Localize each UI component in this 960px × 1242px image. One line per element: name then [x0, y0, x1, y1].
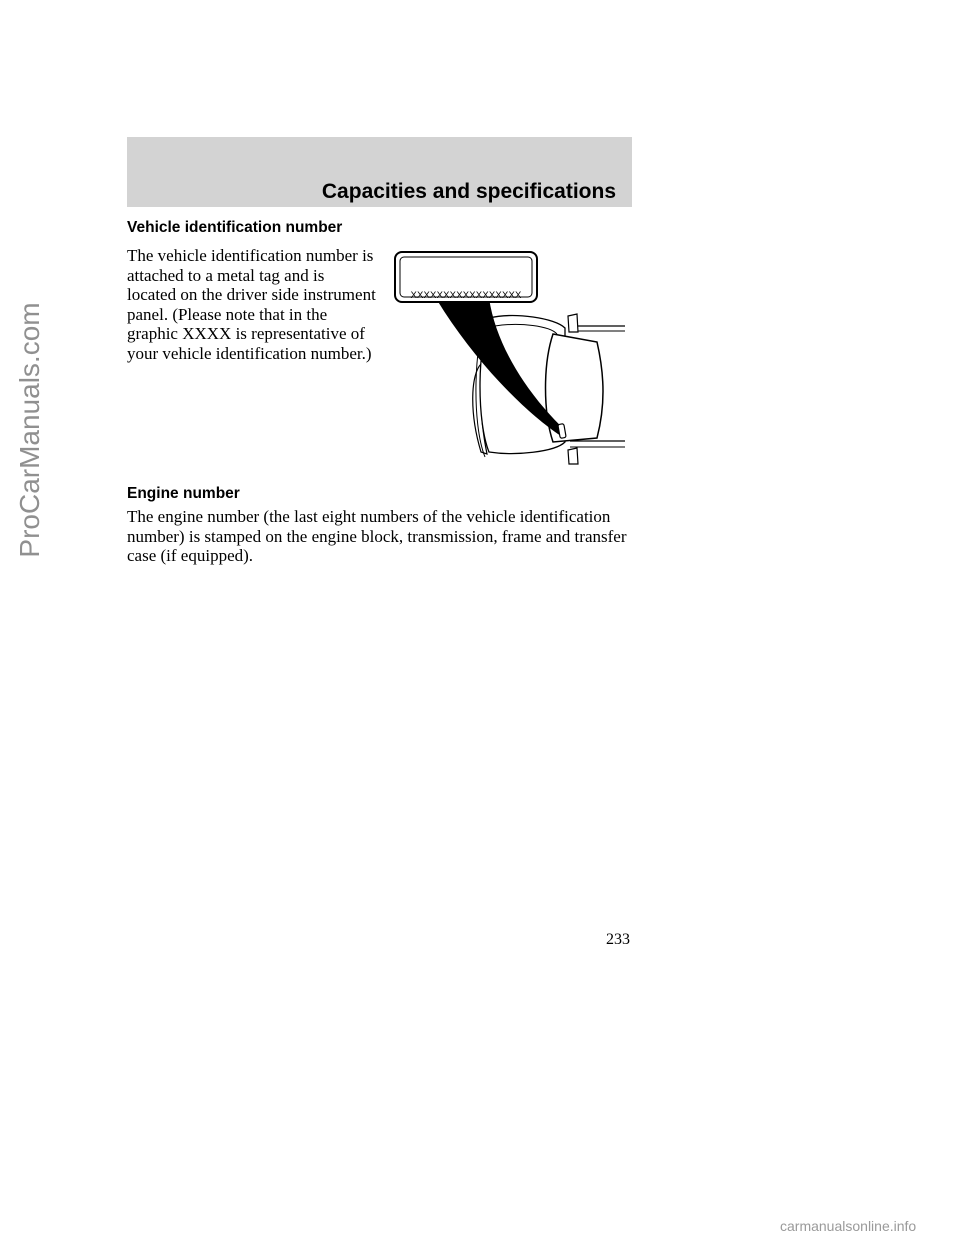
vin-tag-text: XXXXXXXXXXXXXXXXX [410, 290, 522, 301]
vin-location-illustration [385, 242, 635, 472]
section-title: Capacities and specifications [321, 180, 616, 203]
engine-heading: Engine number [127, 485, 240, 502]
lower-pillar [568, 448, 578, 464]
side-watermark-text: ProCarManuals.com [14, 302, 45, 558]
vin-paragraph: The vehicle identification number is attached to a metal tag and is located on the driver side instrument panel. (Please note that in the graphic XXXX is representative of your vehicle identification number.) [127, 246, 376, 363]
page-number: 233 [606, 931, 630, 948]
upper-pillar [568, 314, 578, 332]
side-watermark [0, 0, 60, 860]
section-header-band [127, 137, 632, 207]
vin-heading: Vehicle identification number [127, 219, 343, 236]
engine-paragraph: The engine number (the last eight numbers of the vehicle identification number) is stamped on the engine block, transmission, frame and transfer case (if equipped). [127, 507, 627, 565]
footer-watermark: carmanualsonline.info [780, 1218, 917, 1234]
